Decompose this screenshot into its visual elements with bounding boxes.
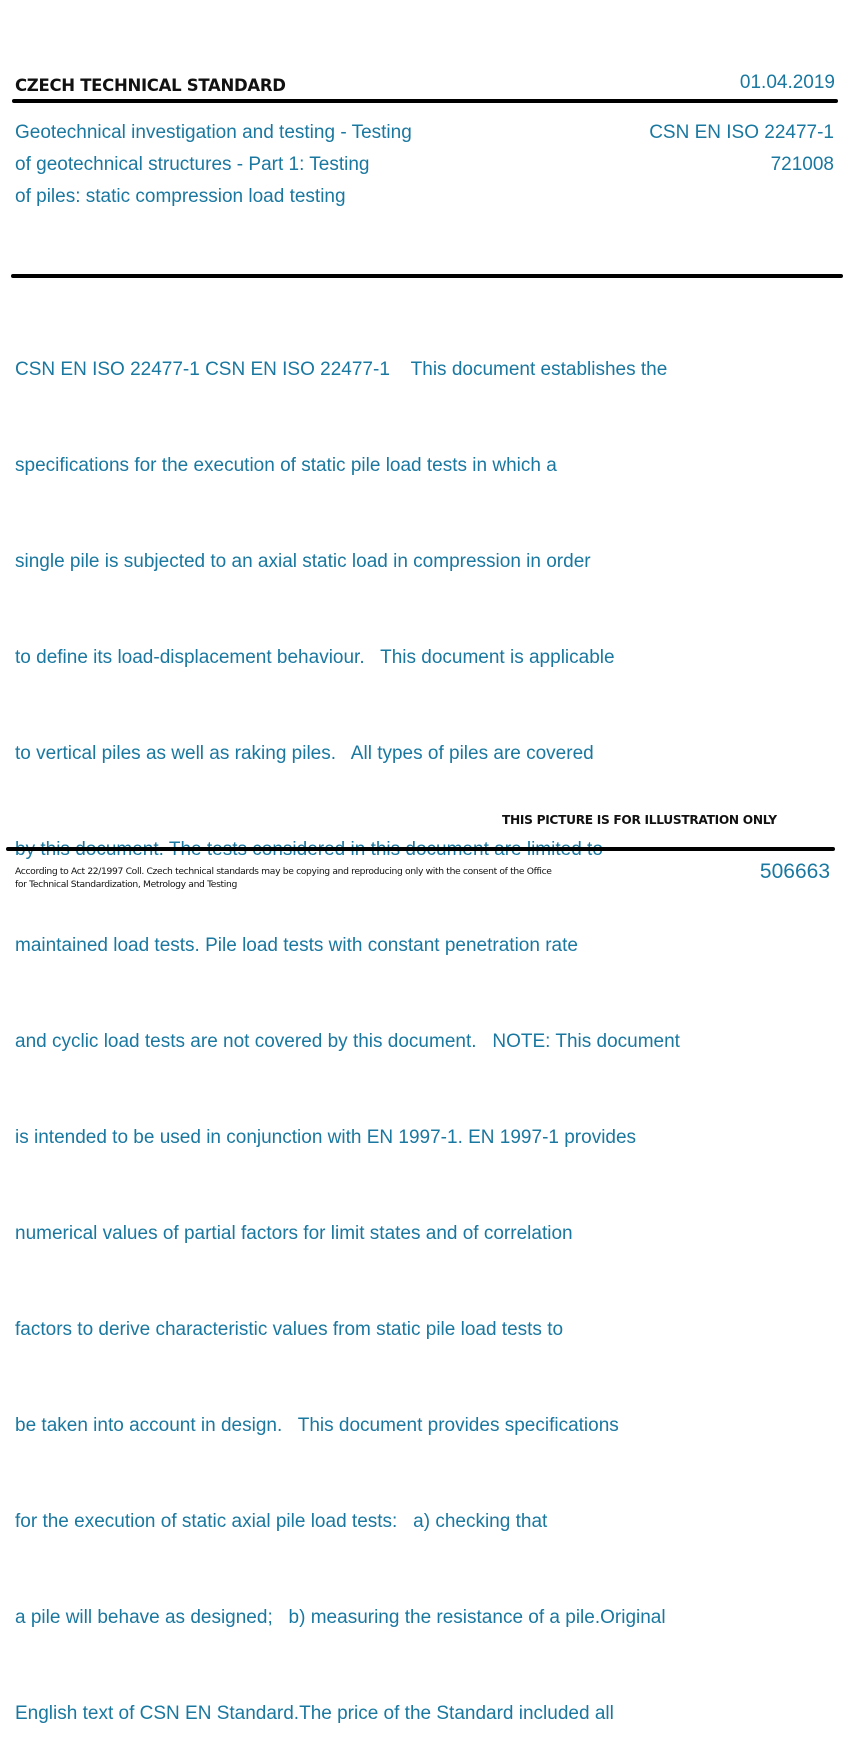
title-line: Geotechnical investigation and testing - Testing bbox=[15, 122, 412, 143]
title-line: of piles: static compression load testing bbox=[15, 186, 346, 207]
abstract-text bbox=[15, 290, 680, 1762]
abstract-line: for the execution of static axial pile load tests: a) checking that bbox=[15, 1511, 548, 1532]
legal-line: for Technical Standardization, Metrology and Testing bbox=[15, 879, 237, 890]
standard-codes bbox=[649, 117, 834, 181]
header-divider bbox=[12, 99, 838, 103]
document-type-label: CZECH TECHNICAL STANDARD bbox=[15, 76, 286, 95]
legal-line: According to Act 22/1997 Coll. Czech technical standards may be copying and reproducing only with the consent of the Office bbox=[15, 866, 552, 877]
illustration-disclaimer: THIS PICTURE IS FOR ILLUSTRATION ONLY bbox=[502, 813, 777, 827]
title-line: of geotechnical structures - Part 1: Testing bbox=[15, 154, 370, 175]
abstract-line: and cyclic load tests are not covered by this document. NOTE: This document bbox=[15, 1031, 680, 1052]
footer-divider bbox=[6, 847, 835, 851]
abstract-line: a pile will behave as designed; b) measuring the resistance of a pile.Original bbox=[15, 1607, 666, 1628]
abstract-line: to define its load-displacement behaviour. This document is applicable bbox=[15, 647, 615, 668]
abstract-line: is intended to be used in conjunction with EN 1997-1. EN 1997-1 provides bbox=[15, 1127, 637, 1148]
abstract-line: English text of CSN EN Standard.The price of the Standard included all bbox=[15, 1703, 614, 1724]
section-divider bbox=[11, 274, 843, 278]
standard-number: CSN EN ISO 22477-1 bbox=[649, 122, 834, 143]
abstract-line: maintained load tests. Pile load tests with constant penetration rate bbox=[15, 935, 578, 956]
abstract-line: be taken into account in design. This document provides specifications bbox=[15, 1415, 619, 1436]
abstract-line: CSN EN ISO 22477-1 CSN EN ISO 22477-1 This document establishes the bbox=[15, 359, 668, 380]
abstract-line: single pile is subjected to an axial static load in compression in order bbox=[15, 551, 591, 572]
class-code: 721008 bbox=[770, 154, 834, 175]
standard-title bbox=[15, 117, 412, 213]
abstract-line: numerical values of partial factors for limit states and of correlation bbox=[15, 1223, 573, 1244]
catalog-number: 506663 bbox=[759, 860, 830, 883]
legal-notice bbox=[15, 865, 552, 891]
issue-date: 01.04.2019 bbox=[739, 72, 835, 93]
abstract-line: specifications for the execution of static pile load tests in which a bbox=[15, 455, 557, 476]
abstract-line: to vertical piles as well as raking piles. All types of piles are covered bbox=[15, 743, 594, 764]
abstract-line: factors to derive characteristic values from static pile load tests to bbox=[15, 1319, 564, 1340]
